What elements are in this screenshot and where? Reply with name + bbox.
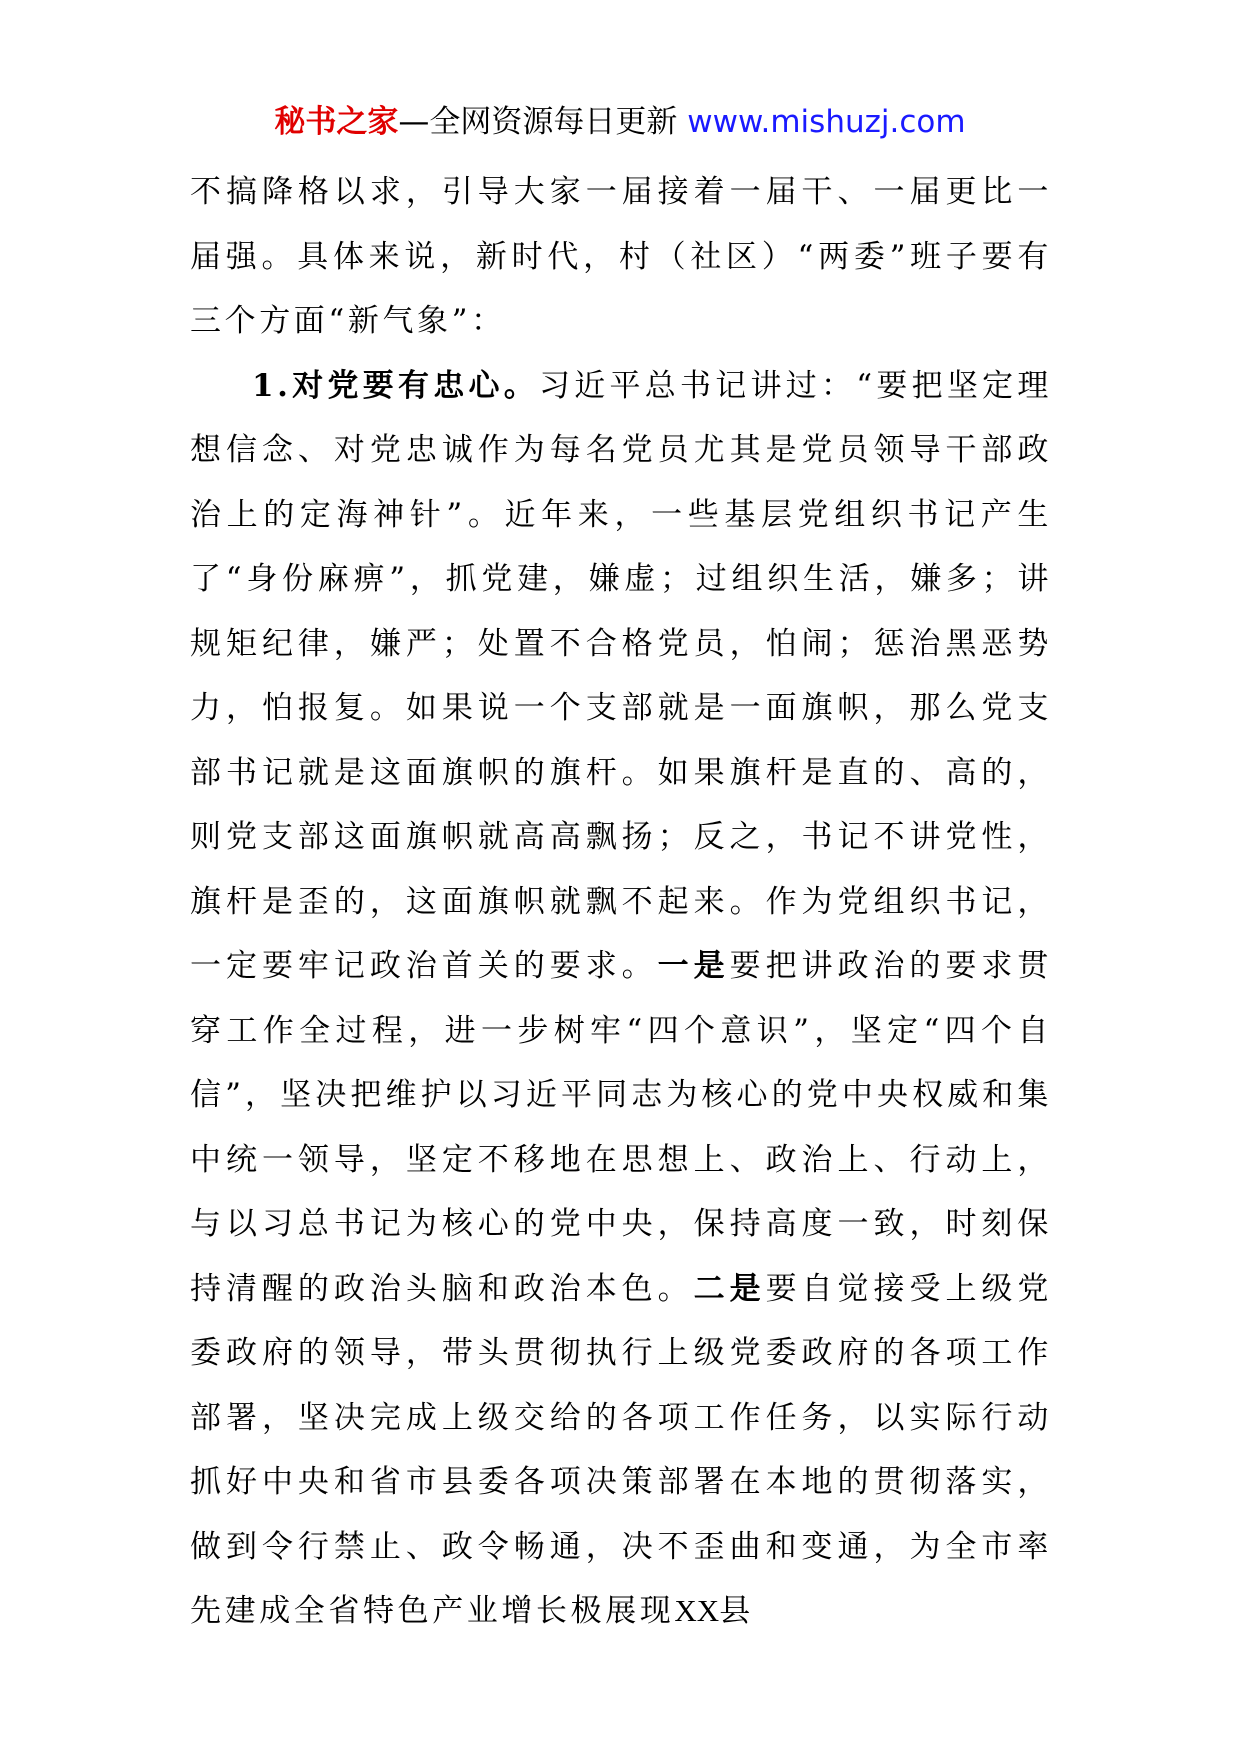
paragraph-text: 要把讲政治的要求贯穿工作全过程，进一步树牢“四个意识”，坚定“四个自信”，坚决把维护以习近平同志为核心的党中央权威和集中统一领导，坚定不移地在思想上、政治上、行动上，与以习总书记为核心的党中央，保持高度一致，时刻保持清醒的政治头脑和政治本色。 [190, 948, 1052, 1307]
page-header [0, 98, 1240, 146]
brand-name: 秘书之家 [274, 104, 399, 140]
paragraph-text: 习近平总书记讲过：“要把坚定理想信念、对党忠诚作为每名党员尤其是党员领导干部政治上的定海神针”。近年来，一些基层党组织书记产生了“身份麻痹”，抓党建，嫌虚；过组织生活，嫌多；讲规矩纪律，嫌严；处置不合格党员，怕闹；惩治黑恶势力，怕报复。如果说一个支部就是一面旗帜，那么党支部书记就是这面旗帜的旗杆。如果旗杆是直的、高的，则党支部这面旗帜就高高飘扬；反之，书记不讲党性，旗杆是歪的，这面旗帜就飘不起来。作为党组织书记，一定要牢记政治首关的要求。 [190, 367, 1052, 984]
website-link[interactable]: www.mishuzj.com [687, 104, 966, 140]
paragraph-text: 县 [719, 1593, 754, 1629]
paragraph-loyalty [190, 354, 1052, 1644]
point-marker-second: 二是 [693, 1270, 766, 1307]
point-marker-first: 一是 [657, 948, 730, 984]
header-tagline: —全网资源每日更新 [398, 104, 688, 140]
paragraph-intro: 不搞降格以求，引导大家一届接着一届干、一届更比一届强。具体来说，新时代，村（社区）“两委”班子要有三个方面“新气象”： [190, 174, 1052, 339]
placeholder-text: XX [674, 1593, 720, 1628]
section-heading: 1.对党要有忠心。 [252, 367, 539, 404]
paragraph-text: 要自觉接受上级党委政府的领导，带头贯彻执行上级党委政府的各项工作部署，坚决完成上级交给的各项工作任务，以实际行动抓好中央和省市县委各项决策部署在本地的贯彻落实，做到令行禁止、政令畅通，决不歪曲和变通，为全市率先建成全省特色产业增长极展现 [190, 1270, 1052, 1629]
document-body [190, 160, 1052, 1644]
